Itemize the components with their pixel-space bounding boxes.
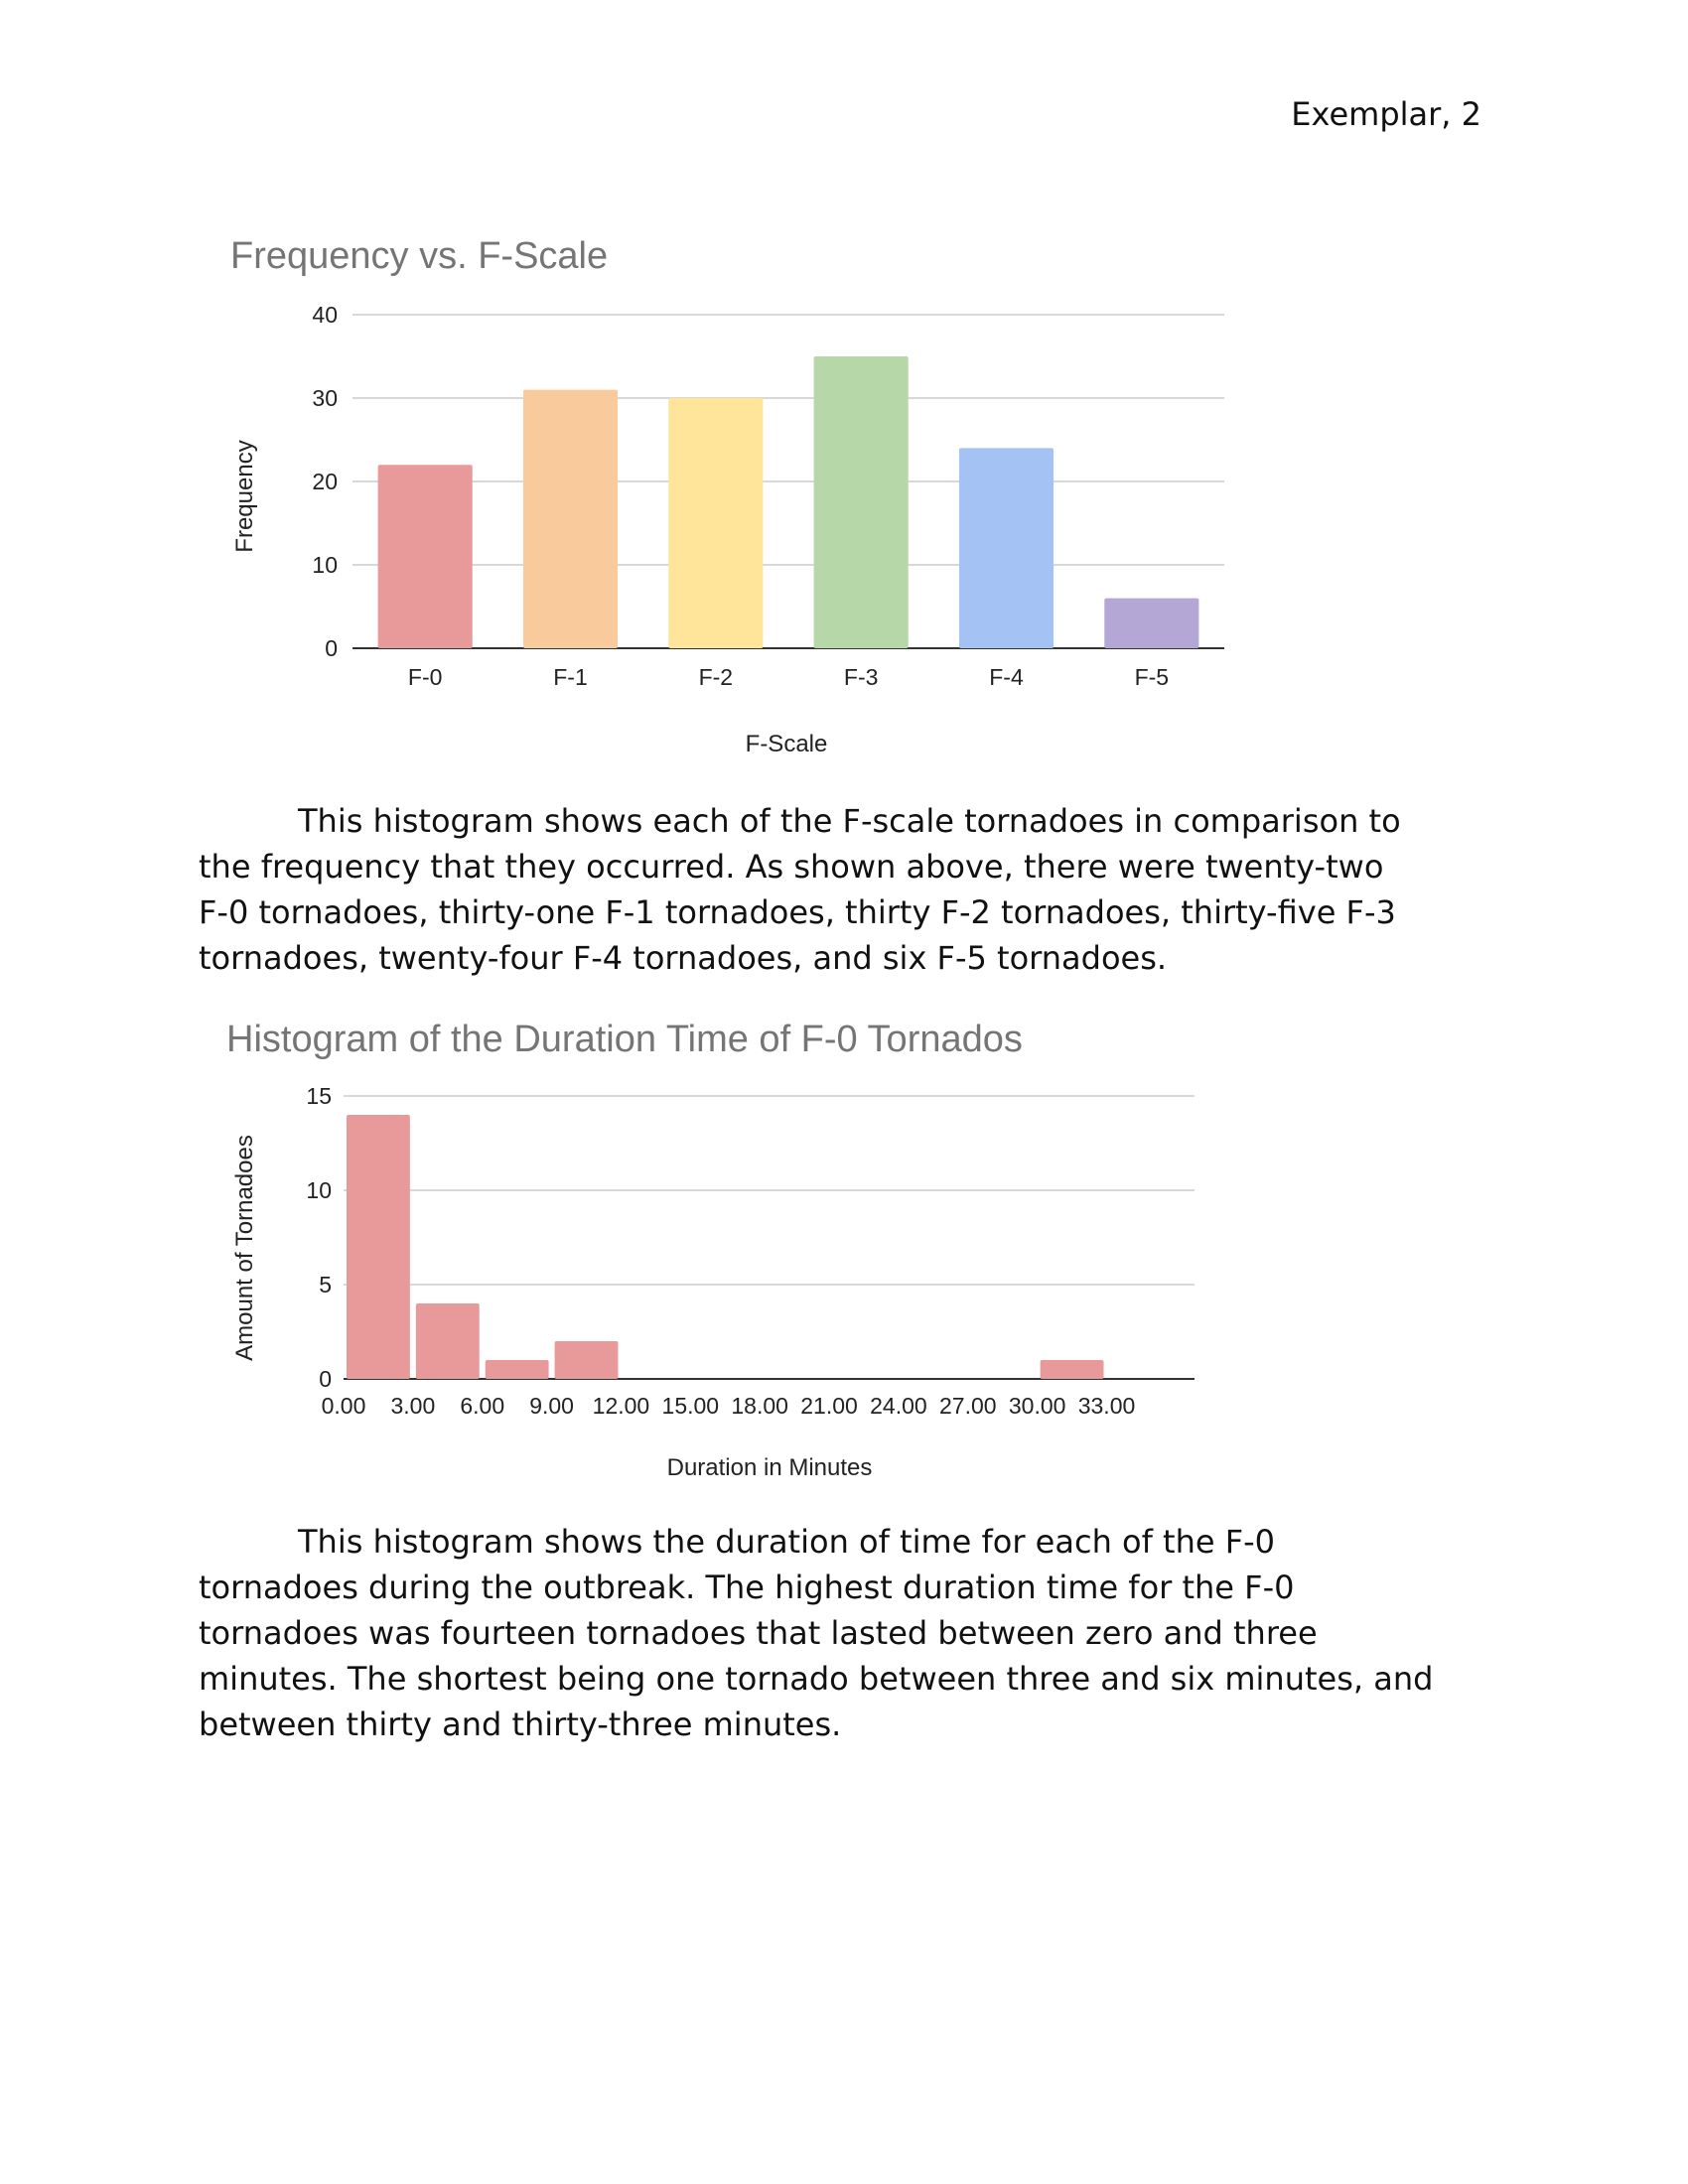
chart1-xtick-label: F-5 (1134, 664, 1170, 690)
chart2-bar (486, 1360, 549, 1379)
chart1-xtick-label: F-0 (407, 664, 443, 690)
chart2-ytick-label: 5 (319, 1272, 332, 1297)
chart1-xtick-label: F-4 (989, 664, 1024, 690)
paragraph-2 (199, 1519, 1489, 1747)
chart1-xtick-label: F-2 (698, 664, 734, 690)
chart2-bar (1041, 1360, 1104, 1379)
paragraph-2-line: This histogram shows the duration of time for each of the F-0 (298, 1523, 1276, 1561)
chart1-xtick-label: F-3 (843, 664, 879, 690)
chart1-ytick-label: 20 (312, 469, 338, 494)
chart2-xtick-label: 12.00 (592, 1393, 650, 1419)
chart2-xtick-label: 9.00 (529, 1393, 574, 1419)
chart2-ytick-label: 0 (319, 1366, 332, 1392)
chart2-title: Histogram of the Duration Time of F-0 Tornados (226, 1019, 1023, 1060)
paragraph-1-line: F-0 tornadoes, thirty-one F-1 tornadoes, thirty F-2 tornadoes, thirty-five F-3 (199, 893, 1396, 931)
chart2-xlabel: Duration in Minutes (666, 1454, 873, 1481)
page-header: Exemplar, 2 (1291, 95, 1481, 133)
paragraph-2-line: minutes. The shortest being one tornado between three and six minutes, and (199, 1660, 1434, 1698)
chart1-xtick-label: F-1 (553, 664, 588, 690)
paragraph-2-line: tornadoes was fourteen tornadoes that lasted between zero and three (199, 1614, 1318, 1652)
chart2-xtick-label: 30.00 (1008, 1393, 1066, 1419)
chart2-xtick-label: 3.00 (390, 1393, 436, 1419)
chart1-xlabel: F-Scale (745, 731, 828, 757)
chart2-xtick-label: 33.00 (1077, 1393, 1136, 1419)
chart2-xtick-label: 18.00 (731, 1393, 788, 1419)
chart1-ylabel: Frequency (231, 440, 258, 553)
chart2-bar (347, 1115, 410, 1379)
chart1-ytick-label: 10 (312, 552, 338, 578)
paragraph-2-line: tornadoes during the outbreak. The highest duration time for the F-0 (199, 1569, 1295, 1606)
paragraph-1-line: the frequency that they occurred. As shown above, there were twenty-two (199, 848, 1384, 886)
chart2-bar (555, 1341, 619, 1379)
chart1-ytick-label: 40 (312, 302, 338, 328)
chart2-ylabel: Amount of Tornadoes (231, 1135, 258, 1361)
chart2-xtick-label: 6.00 (460, 1393, 505, 1419)
chart1-ytick-label: 30 (312, 385, 338, 411)
chart2-ytick-label: 10 (306, 1177, 332, 1203)
paragraph-1-line: tornadoes, twenty-four F-4 tornadoes, and six F-5 tornadoes. (199, 939, 1168, 977)
chart2-xtick-label: 15.00 (661, 1393, 720, 1419)
chart2-xtick-label: 0.00 (321, 1393, 366, 1419)
chart2-xtick-label: 27.00 (938, 1393, 997, 1419)
chart2-xtick-label: 21.00 (800, 1393, 858, 1419)
chart1-ytick-label: 0 (325, 635, 338, 661)
chart1-title: Frequency vs. F-Scale (230, 235, 609, 277)
chart2-bar (416, 1303, 480, 1379)
chart2-ytick-label: 15 (306, 1083, 332, 1109)
paragraph-2-line: between thirty and thirty-three minutes. (199, 1706, 842, 1743)
paragraph-1-line: This histogram shows each of the F-scale tornadoes in comparison to (298, 802, 1401, 840)
chart2-xtick-label: 24.00 (870, 1393, 927, 1419)
